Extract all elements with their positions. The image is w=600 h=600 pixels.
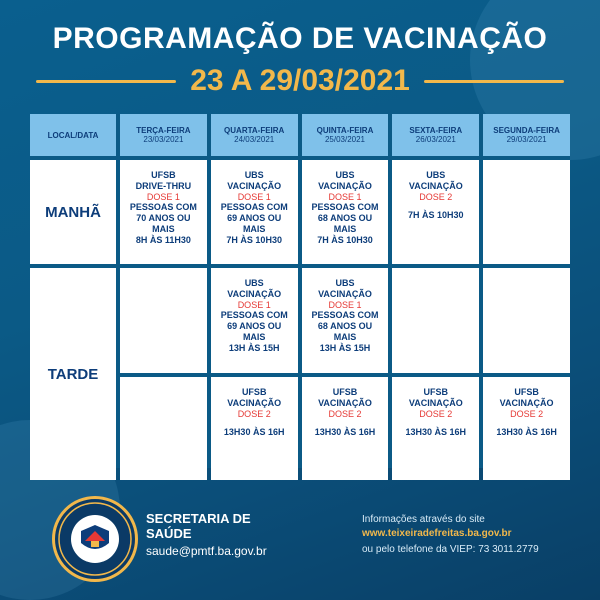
- slot-time: 13H30 ÀS 16H: [223, 427, 285, 438]
- column-day: TERÇA-FEIRA: [136, 126, 191, 135]
- schedule-cell: [120, 268, 207, 373]
- slot-time: 8H ÀS 11H30: [135, 234, 191, 245]
- slot-time: 13H30 ÀS 16H: [314, 427, 376, 438]
- slot-time: 7H ÀS 10H30: [317, 234, 373, 245]
- slot-place-detail: VACINAÇÃO: [408, 397, 463, 408]
- slot-place-detail: VACINAÇÃO: [318, 397, 372, 408]
- slot-audience: MAIS: [242, 331, 266, 342]
- slot-place: UFSB: [241, 387, 267, 397]
- slot-place-detail: VACINAÇÃO: [318, 180, 372, 191]
- schedule-cell: [211, 377, 298, 480]
- slot-place: UFSB: [332, 387, 358, 397]
- column-day: QUINTA-FEIRA: [316, 126, 374, 135]
- slot-audience: PESSOAS COM: [129, 202, 197, 213]
- column-header: [211, 114, 298, 156]
- right-divider: [424, 80, 564, 83]
- schedule-cell: [211, 160, 298, 264]
- schedule-cell: [120, 160, 207, 264]
- slot-dose: DOSE 2: [510, 408, 544, 419]
- schedule-cell: [302, 160, 389, 264]
- column-header: [302, 114, 389, 156]
- slot-audience: MAIS: [333, 223, 357, 234]
- seal-icon: [57, 501, 133, 577]
- slot-audience: 69 ANOS OU: [227, 321, 282, 332]
- slot-time: 13H ÀS 15H: [228, 342, 280, 353]
- schedule-cell: [302, 377, 389, 480]
- slot-time: 13H30 ÀS 16H: [405, 427, 467, 438]
- slot-place-detail: VACINAÇÃO: [227, 288, 282, 299]
- schedule-cell: [302, 268, 389, 373]
- row-label-tarde: TARDE: [30, 268, 116, 480]
- secretaria-title: [146, 512, 251, 542]
- slot-place-detail: VACINAÇÃO: [408, 180, 463, 191]
- slot-time: 7H ÀS 10H30: [408, 210, 464, 221]
- schedule-cell: [483, 160, 570, 264]
- slot-place-detail: DRIVE-THRU: [135, 180, 192, 191]
- schedule-cell: [392, 160, 479, 264]
- slot-time: 7H ÀS 10H30: [226, 234, 282, 245]
- slot-audience: MAIS: [242, 223, 266, 234]
- column-header: [392, 114, 479, 156]
- slot-time: 13H30 ÀS 16H: [496, 427, 557, 438]
- slot-dose: DOSE 1: [328, 191, 362, 202]
- contact-email[interactable]: saude@pmtf.ba.gov.br: [146, 544, 267, 558]
- column-date: 29/03/2021: [506, 135, 547, 144]
- secretaria-line-2: SAÚDE: [146, 525, 192, 541]
- phone-info: ou pelo telefone da VIEP: 73 3011.2779: [362, 544, 539, 555]
- slot-place: UBS: [335, 170, 355, 180]
- page-title: PROGRAMAÇÃO DE VACINAÇÃO: [52, 22, 548, 55]
- column-date: 23/03/2021: [143, 135, 184, 144]
- footer: [0, 480, 600, 600]
- date-range: 23 A 29/03/2021: [190, 64, 410, 97]
- schedule-cell: [483, 377, 570, 480]
- schedule-cell: [392, 377, 479, 480]
- schedule-cell: [211, 268, 298, 373]
- slot-time: 13H ÀS 15H: [319, 342, 371, 353]
- slot-place: UBS: [335, 278, 355, 288]
- column-day: SEGUNDA-FEIRA: [493, 126, 560, 135]
- slot-dose: DOSE 1: [328, 299, 362, 310]
- website-link[interactable]: www.teixeiradefreitas.ba.gov.br: [362, 528, 512, 539]
- column-header: [120, 114, 207, 156]
- slot-place-detail: VACINAÇÃO: [227, 397, 282, 408]
- column-date: 26/03/2021: [415, 135, 456, 144]
- table-corner-header: LOCAL/DATA: [30, 114, 116, 156]
- slot-dose: DOSE 2: [419, 191, 453, 202]
- row-label-manha: MANHÃ: [30, 160, 116, 264]
- slot-place: UBS: [244, 278, 264, 288]
- slot-place-detail: VACINAÇÃO: [227, 180, 282, 191]
- slot-audience: PESSOAS COM: [220, 202, 288, 213]
- slot-dose: DOSE 2: [328, 408, 362, 419]
- column-day: SEXTA-FEIRA: [409, 126, 463, 135]
- info-text: Informações através do site: [362, 514, 485, 525]
- column-day: QUARTA-FEIRA: [224, 126, 285, 135]
- column-date: 24/03/2021: [234, 135, 275, 144]
- prefeitura-seal-logo: [52, 496, 138, 582]
- slot-dose: DOSE 2: [237, 408, 271, 419]
- slot-audience: PESSOAS COM: [311, 202, 379, 213]
- slot-audience: PESSOAS COM: [311, 310, 379, 321]
- vaccination-schedule-table: [30, 114, 570, 468]
- slot-audience: 70 ANOS OU: [136, 213, 191, 224]
- column-header: [483, 114, 570, 156]
- slot-place-detail: VACINAÇÃO: [499, 397, 554, 408]
- slot-audience: MAIS: [333, 331, 357, 342]
- slot-audience: 68 ANOS OU: [317, 321, 373, 332]
- schedule-cell: [392, 268, 479, 373]
- slot-audience: PESSOAS COM: [220, 310, 288, 321]
- secretaria-line-1: SECRETARIA DE: [146, 511, 251, 526]
- slot-dose: DOSE 2: [419, 408, 453, 419]
- schedule-cell: [483, 268, 570, 373]
- slot-place: UFSB: [151, 170, 176, 180]
- slot-audience: 68 ANOS OU: [317, 213, 373, 224]
- slot-place: UBS: [244, 170, 264, 180]
- schedule-cell: [120, 377, 207, 480]
- left-divider: [36, 80, 176, 83]
- slot-place-detail: VACINAÇÃO: [318, 288, 372, 299]
- slot-dose: DOSE 1: [146, 191, 180, 202]
- slot-audience: MAIS: [152, 223, 175, 234]
- column-date: 25/03/2021: [324, 135, 366, 144]
- date-range-banner: [0, 64, 600, 98]
- slot-dose: DOSE 1: [237, 299, 271, 310]
- slot-audience: 69 ANOS OU: [227, 213, 282, 224]
- slot-place: UFSB: [514, 387, 539, 397]
- slot-place: UFSB: [423, 387, 449, 397]
- slot-place: UBS: [426, 170, 446, 180]
- slot-dose: DOSE 1: [237, 191, 271, 202]
